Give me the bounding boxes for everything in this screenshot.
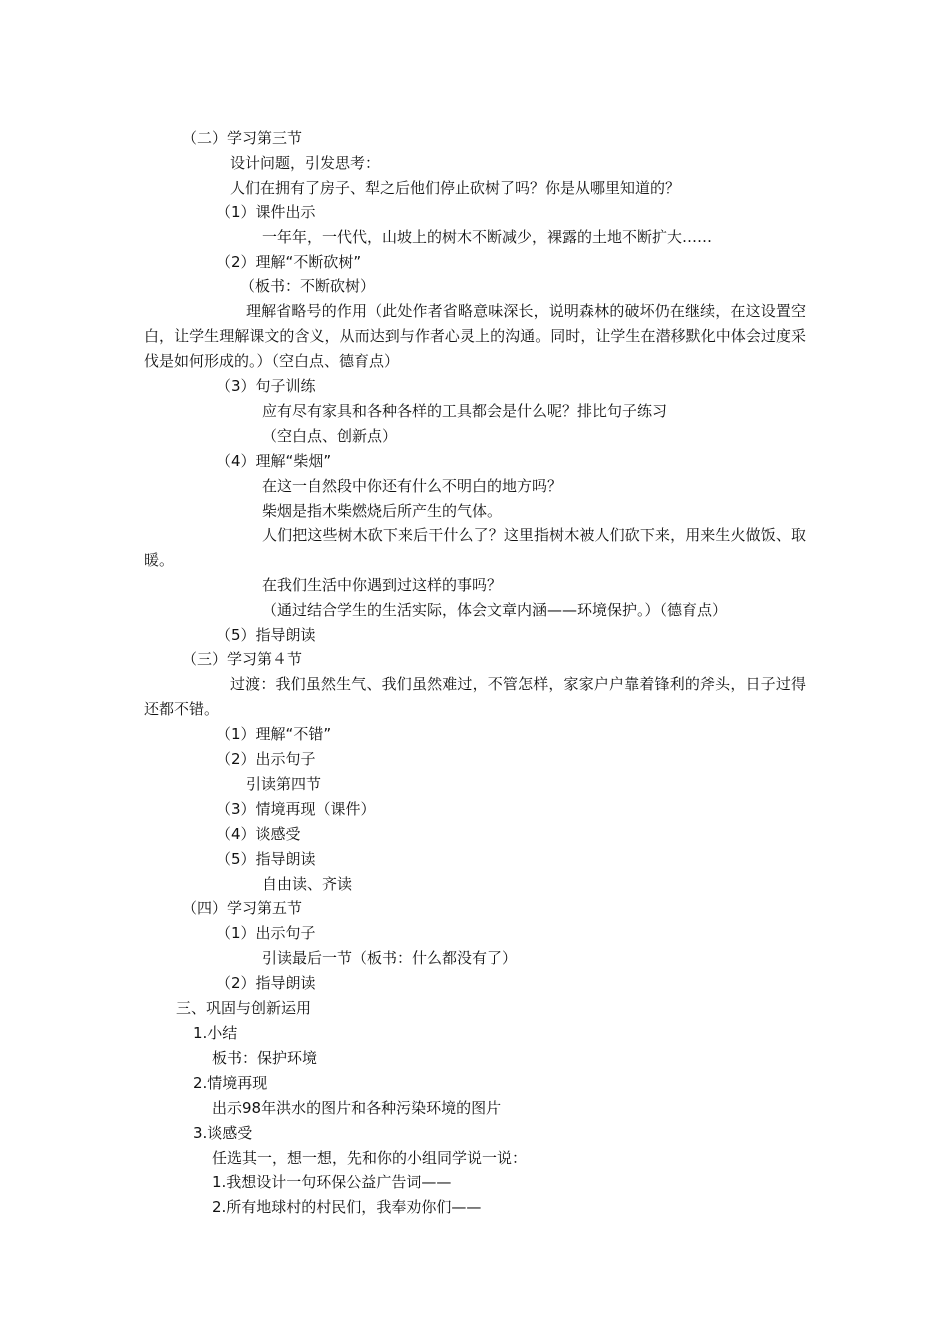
list-item: （1）课件出示 (216, 203, 316, 221)
paragraph-text: 人们把这些树木砍下来后干什么了？这里指树木被人们砍下来，用来生火做饭、取暖。 (144, 526, 806, 569)
list-item: （2）理解“不断砍树” (216, 253, 362, 271)
text-line: 人们在拥有了房子、犁之后他们停止砍树了吗？你是从哪里知道的？ (230, 179, 681, 197)
text-line: 在我们生活中你遇到过这样的事吗？ (262, 576, 503, 594)
text-line: 一年年，一代代，山坡上的树木不断减少，裸露的土地不断扩大…… (262, 228, 713, 246)
list-item: 1.我想设计一句环保公益广告词—— (212, 1173, 452, 1191)
text-line: 引读第四节 (246, 775, 322, 793)
text-line: （通过结合学生的生活实际，体会文章内涵——环境保护。）（德育点） (262, 601, 728, 619)
text-line: 柴烟是指木柴燃烧后所产生的气体。 (262, 502, 503, 520)
list-item: 2.情境再现 (193, 1074, 268, 1092)
paragraph (144, 299, 806, 374)
paragraph (144, 523, 806, 573)
section-heading: （四）学习第五节 (182, 899, 303, 917)
list-item: （5）指导朗读 (216, 850, 316, 868)
list-item: 2.所有地球村的村民们，我奉劝你们—— (212, 1198, 482, 1216)
paragraph (144, 672, 806, 722)
text-line: 在这一自然段中你还有什么不明白的地方吗？ (262, 477, 563, 495)
text-line: 出示98年洪水的图片和各种污染环境的图片 (212, 1099, 502, 1117)
text-line: 任选其一，想一想，先和你的小组同学说一说： (212, 1149, 528, 1167)
text-line: （空白点、创新点） (262, 427, 398, 445)
text-line: 应有尽有家具和各种各样的工具都会是什么呢？排比句子练习 (262, 402, 668, 420)
list-item: 1.小结 (193, 1024, 238, 1042)
text-line: 自由读、齐读 (262, 875, 353, 893)
list-item: （1）出示句子 (216, 924, 316, 942)
list-item: （4）理解“柴烟” (216, 452, 332, 470)
paragraph-text: 理解省略号的作用（此处作者省略意味深长，说明森林的破坏仍在继续，在这设置空白，让学生理解课文的含义，从而达到与作者心灵上的沟通。同时，让学生在潜移默化中体会过度采伐是如何形成的。）（空白点、德育点） (144, 302, 806, 370)
list-item: （3）情境再现（课件） (216, 800, 376, 818)
list-item: （2）出示句子 (216, 750, 316, 768)
list-item: （5）指导朗读 (216, 626, 316, 644)
text-line: 板书：保护环境 (212, 1049, 318, 1067)
list-item: （2）指导朗读 (216, 974, 316, 992)
section-heading: （二）学习第三节 (182, 129, 303, 147)
list-item: 3.谈感受 (193, 1124, 253, 1142)
section-heading: （三）学习第４节 (182, 650, 303, 668)
list-item: （4）谈感受 (216, 825, 301, 843)
paragraph-text: 过渡：我们虽然生气、我们虽然难过，不管怎样，家家户户靠着锋利的斧头，日子过得还都不错。 (144, 675, 806, 718)
text-line: 设计问题，引发思考： (230, 154, 381, 172)
text-line: 引读最后一节（板书：什么都没有了） (262, 949, 518, 967)
list-item: （3）句子训练 (216, 377, 316, 395)
section-heading: 三、巩固与创新运用 (176, 999, 312, 1017)
board-note: （板书：不断砍树） (240, 277, 376, 295)
list-item: （1）理解“不错” (216, 725, 332, 743)
